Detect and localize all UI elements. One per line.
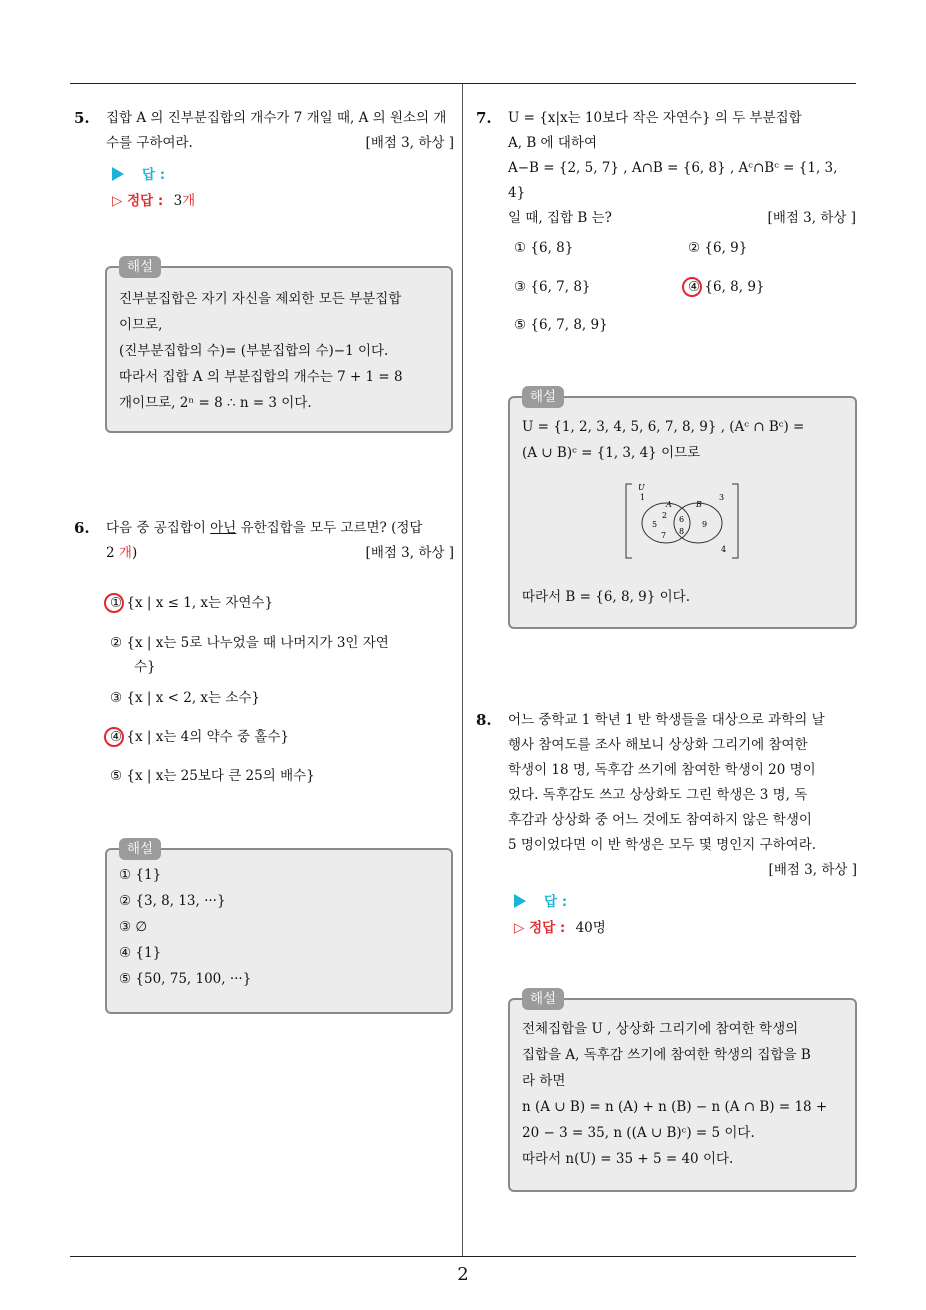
question-number: 6. [74, 519, 90, 537]
explanation-line: ② {3, 8, 13, ···} [119, 893, 226, 909]
option-3[interactable]: ③ {x | x < 2, x는 소수} [110, 690, 261, 706]
venn-element: 5 [652, 520, 658, 529]
question-8 [476, 708, 857, 941]
column-divider [462, 84, 463, 1256]
page-number: 2 [457, 1264, 469, 1285]
explanation-line: 집합을 A, 독후감 쓰기에 참여한 학생의 집합을 B [522, 1047, 811, 1063]
outline-arrow-icon: ▷ [112, 193, 128, 209]
venn-element: 3 [719, 493, 725, 502]
venn-element: 4 [721, 545, 727, 554]
answer-line [106, 162, 454, 188]
explanation-line: ③ ∅ [119, 919, 148, 935]
explanation-line: ④ {1} [119, 945, 162, 961]
top-rule [70, 83, 856, 84]
explanation-tag: 해설 [522, 386, 564, 408]
question-text: U = {x|x는 10보다 작은 자연수} 의 두 부분집합 [508, 110, 802, 126]
question-text: 행사 참여도를 조사 해보니 상상화 그리기에 참여한 [508, 737, 808, 753]
explanation-line: 따라서 n(U) = 35 + 5 = 40 이다. [522, 1151, 734, 1167]
venn-element: 2 [662, 511, 668, 520]
question-number: 7. [476, 109, 492, 127]
venn-element: 7 [661, 531, 667, 540]
correct-value: 3 [173, 193, 183, 209]
score-label: [배점 3, 하상 ] [365, 545, 454, 561]
explanation-tag: 해설 [522, 988, 564, 1010]
bottom-rule [70, 1256, 856, 1257]
explanation-line: U = {1, 2, 3, 4, 5, 6, 7, 8, 9} , (Aᶜ ∩ Bᶜ) = [522, 419, 805, 435]
question-number: 8. [476, 711, 492, 729]
question-text: A, B 에 대하여 [508, 135, 597, 151]
outline-arrow-icon: ▷ [514, 920, 530, 936]
venn-element: 1 [640, 493, 646, 502]
answer-label: 답 : [544, 894, 568, 910]
underlined-word: 아닌 [210, 520, 237, 536]
explanation-line: 이므로, [119, 317, 163, 333]
option-1[interactable]: ① {6, 8} [514, 240, 574, 256]
venn-diagram [622, 478, 742, 562]
explanation-tag: 해설 [119, 256, 161, 278]
score-label: [배점 3, 하상 ] [767, 210, 856, 226]
correct-value: 40명 [575, 920, 606, 936]
question-number: 5. [74, 109, 90, 127]
explanation-line: ⑤ {50, 75, 100, ···} [119, 971, 252, 987]
correct-answer-line [508, 915, 857, 941]
selected-circle-icon [104, 593, 124, 613]
question-text: 집합 A 의 진부분집합의 개수가 7 개일 때, A 의 원소의 개수를 구하여라. [106, 110, 447, 151]
question-text-2: 2 개) [106, 545, 138, 561]
explanation-line: 20 − 3 = 35, n ((A ∪ B)ᶜ) = 5 이다. [522, 1125, 755, 1141]
option-4[interactable]: ④ {6, 8, 9} [688, 275, 765, 299]
explanation-line: ① {1} [119, 867, 162, 883]
option-3[interactable]: ③ {6, 7, 8} [514, 279, 591, 295]
play-arrow-icon [514, 894, 526, 908]
explanation-line: 따라서 집합 A 의 부분집합의 개수는 7 + 1 = 8 [119, 369, 403, 385]
play-arrow-icon [112, 167, 124, 181]
venn-element: 6 [679, 515, 685, 524]
correct-unit: 개 [182, 193, 196, 209]
correct-label: 정답 : [529, 920, 566, 936]
question-text: 다음 중 공집합이 아닌 유한집합을 모두 고르면? (정답 [106, 520, 423, 536]
explanation-box-8 [508, 991, 857, 1192]
option-2[interactable]: ② {6, 9} [688, 240, 748, 256]
question-text: 5 명이었다면 이 반 학생은 모두 몇 명인지 구하여라. [508, 837, 817, 853]
correct-answer-line [106, 188, 454, 214]
answer-line [508, 889, 857, 915]
selected-circle-icon [104, 727, 124, 747]
selected-circle-icon [682, 277, 702, 297]
question-text: 어느 중학교 1 학년 1 반 학생들을 대상으로 과학의 날 [508, 712, 825, 728]
question-text: A−B = {2, 5, 7} , A∩B = {6, 8} , Aᶜ∩Bᶜ = {1, 3, 4} [508, 160, 838, 201]
score-label: [배점 3, 하상 ] [365, 135, 454, 151]
score-label: [배점 3, 하상 ] [768, 862, 857, 878]
question-text: 학생이 18 명, 독후감 쓰기에 참여한 학생이 20 명이 [508, 762, 816, 778]
venn-label-b: B [696, 500, 702, 509]
question-text: 후감과 상상화 중 어느 것에도 참여하지 않은 학생이 [508, 812, 812, 828]
option-5[interactable]: ⑤ {6, 7, 8, 9} [514, 317, 608, 333]
explanation-line: 전체집합을 U , 상상화 그리기에 참여한 학생의 [522, 1021, 799, 1037]
explanation-line: 개이므로, 2ⁿ = 8 ∴ n = 3 이다. [119, 395, 312, 411]
explanation-line: (진부분집합의 수)= (부분집합의 수)−1 이다. [119, 343, 389, 359]
venn-element: 9 [702, 520, 708, 529]
option-2[interactable]: ② {x | x는 5로 나누었을 때 나머지가 3인 자연 수} [110, 635, 389, 675]
question-5 [74, 106, 454, 214]
question-text: 일 때, 집합 B 는? [508, 210, 612, 226]
option-4[interactable]: ④ {x | x는 4의 약수 중 홀수} [110, 725, 450, 749]
option-5[interactable]: ⑤ {x | x는 25보다 큰 25의 배수} [110, 768, 315, 784]
explanation-line: 따라서 B = {6, 8, 9} 이다. [522, 589, 691, 605]
explanation-box-6 [105, 841, 453, 1014]
explanation-box-5 [105, 259, 453, 433]
correct-label: 정답 : [127, 193, 164, 209]
venn-label-a: A [666, 500, 672, 509]
explanation-line: n (A ∪ B) = n (A) + n (B) − n (A ∩ B) = 18 + [522, 1099, 828, 1115]
venn-label-u: U [638, 483, 645, 492]
question-7 [476, 106, 856, 231]
option-1[interactable]: ① {x | x ≤ 1, x는 자연수} [110, 591, 450, 615]
explanation-tag: 해설 [119, 838, 161, 860]
question-text: 었다. 독후감도 쓰고 상상화도 그린 학생은 3 명, 독 [508, 787, 808, 803]
answer-label: 답 : [142, 167, 166, 183]
explanation-line: 라 하면 [522, 1073, 566, 1089]
explanation-line: 진부분집합은 자기 자신을 제외한 모든 부분집합 [119, 291, 402, 307]
question-6 [74, 516, 454, 566]
explanation-line: (A ∪ B)ᶜ = {1, 3, 4} 이므로 [522, 445, 701, 461]
venn-element: 8 [679, 527, 685, 536]
